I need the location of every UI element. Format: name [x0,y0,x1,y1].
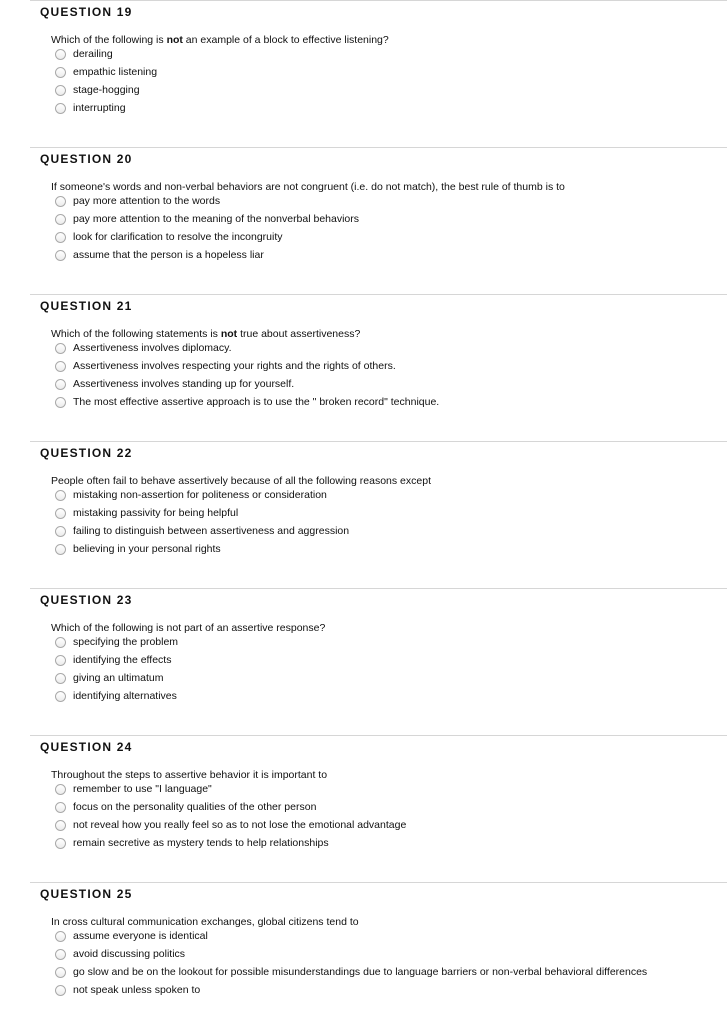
radio-button[interactable] [55,655,66,666]
option-label: not reveal how you really feel so as to not lose the emotional advantage [73,819,407,831]
option-label: stage-hogging [73,84,140,96]
radio-button[interactable] [55,250,66,261]
prompt-text: Which of the following is [51,34,167,46]
radio-button[interactable] [55,85,66,96]
radio-button[interactable] [55,967,66,978]
question-title: QUESTION 19 [40,5,133,19]
question-25 [0,882,727,1029]
prompt-text: true about assertiveness? [237,328,361,340]
radio-button[interactable] [55,397,66,408]
radio-button[interactable] [55,361,66,372]
answer-option[interactable] [55,799,316,815]
option-label: assume that the person is a hopeless liar [73,249,264,261]
prompt-text: Throughout the steps to assertive behavior it is important to [51,769,328,781]
option-label: assume everyone is identical [73,930,208,942]
option-label: pay more attention to the meaning of the nonverbal behaviors [73,213,360,225]
question-title: QUESTION 22 [40,446,133,460]
radio-button[interactable] [55,985,66,996]
answer-option[interactable] [55,211,359,227]
question-22 [0,441,727,588]
radio-button[interactable] [55,820,66,831]
answer-option[interactable] [55,670,163,686]
option-label: interrupting [73,102,126,114]
radio-button[interactable] [55,691,66,702]
option-label: Assertiveness involves diplomacy. [73,342,232,354]
answer-option[interactable] [55,46,113,62]
radio-button[interactable] [55,490,66,501]
option-label: remain secretive as mystery tends to help relationships [73,837,329,849]
question-19 [0,0,727,147]
option-label: remember to use "I language" [73,783,212,795]
option-label: empathic listening [73,66,158,78]
radio-button[interactable] [55,67,66,78]
radio-button[interactable] [55,508,66,519]
answer-option[interactable] [55,229,283,245]
question-title: QUESTION 24 [40,740,133,754]
answer-option[interactable] [55,193,220,209]
option-label: Assertiveness involves standing up for yourself. [73,378,295,390]
answer-option[interactable] [55,817,406,833]
divider [30,294,727,295]
option-label: derailing [73,48,113,60]
option-label: go slow and be on the lookout for possible misunderstandings due to language barriers or non-verbal behavioral differences [73,966,648,978]
radio-button[interactable] [55,49,66,60]
radio-button[interactable] [55,949,66,960]
radio-button[interactable] [55,232,66,243]
answer-option[interactable] [55,358,396,374]
answer-option[interactable] [55,928,208,944]
divider [30,588,727,589]
question-23 [0,588,727,735]
divider [30,147,727,148]
radio-button[interactable] [55,544,66,555]
radio-button[interactable] [55,931,66,942]
answer-option[interactable] [55,82,140,98]
answer-option[interactable] [55,946,185,962]
option-label: not speak unless spoken to [73,984,201,996]
question-21 [0,294,727,441]
option-label: pay more attention to the words [73,195,221,207]
answer-option[interactable] [55,487,327,503]
answer-option[interactable] [55,64,157,80]
answer-option[interactable] [55,523,349,539]
option-label: look for clarification to resolve the incongruity [73,231,283,243]
answer-option[interactable] [55,688,177,704]
option-label: identifying the effects [73,654,172,666]
answer-option[interactable] [55,835,329,851]
divider [30,882,727,883]
radio-button[interactable] [55,637,66,648]
option-label: Assertiveness involves respecting your rights and the rights of others. [73,360,396,372]
option-label: failing to distinguish between assertiveness and aggression [73,525,350,537]
question-20 [0,147,727,294]
radio-button[interactable] [55,103,66,114]
divider [30,0,727,1]
answer-option[interactable] [55,781,212,797]
radio-button[interactable] [55,802,66,813]
option-label: specifying the problem [73,636,179,648]
question-title: QUESTION 25 [40,887,133,901]
prompt-text: In cross cultural communication exchanges, global citizens tend to [51,916,359,928]
answer-option[interactable] [55,394,439,410]
answer-option[interactable] [55,376,294,392]
answer-option[interactable] [55,964,647,980]
prompt-text: If someone's words and non-verbal behaviors are not congruent (i.e. do not match), the best rule of thumb is to [51,181,565,193]
answer-option[interactable] [55,340,232,356]
radio-button[interactable] [55,196,66,207]
option-label: believing in your personal rights [73,543,221,555]
answer-option[interactable] [55,247,264,263]
question-title: QUESTION 23 [40,593,133,607]
answer-option[interactable] [55,100,126,116]
answer-option[interactable] [55,652,171,668]
prompt-text: Which of the following statements is [51,328,221,340]
divider [30,441,727,442]
radio-button[interactable] [55,838,66,849]
question-title: QUESTION 20 [40,152,133,166]
answer-option[interactable] [55,982,200,998]
option-label: mistaking non-assertion for politeness or consideration [73,489,327,501]
question-24 [0,735,727,882]
radio-button[interactable] [55,214,66,225]
radio-button[interactable] [55,526,66,537]
prompt-text: People often fail to behave assertively because of all the following reasons except [51,475,431,487]
option-label: The most effective assertive approach is to use the " broken record" technique. [73,396,440,408]
radio-button[interactable] [55,379,66,390]
option-label: mistaking passivity for being helpful [73,507,239,519]
radio-button[interactable] [55,784,66,795]
divider [30,735,727,736]
answer-option[interactable] [55,634,178,650]
option-label: avoid discussing politics [73,948,186,960]
prompt-emphasis: not [220,328,238,340]
prompt-text: Which of the following is not part of an assertive response? [51,622,326,634]
option-label: focus on the personality qualities of the other person [73,801,317,813]
answer-option[interactable] [55,541,221,557]
option-label: giving an ultimatum [73,672,164,684]
prompt-text: an example of a block to effective listening? [182,34,389,46]
radio-button[interactable] [55,673,66,684]
answer-option[interactable] [55,505,238,521]
radio-button[interactable] [55,343,66,354]
prompt-emphasis: not [166,34,183,46]
question-title: QUESTION 21 [40,299,133,313]
option-label: identifying alternatives [73,690,177,702]
